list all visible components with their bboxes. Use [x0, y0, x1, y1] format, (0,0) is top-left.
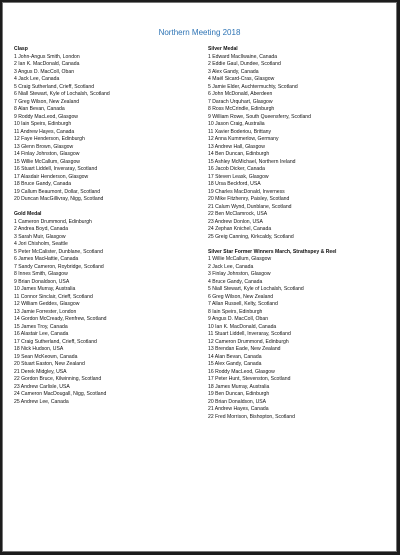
list-item: 24 Zephan Knichel, Canada	[208, 226, 272, 232]
list-item: 5 Peter McCalister, Dunblane, Scotland	[14, 248, 103, 255]
section-clasp	[14, 46, 199, 204]
list-item: 3 Finlay Johnston, Glasgow	[208, 271, 271, 277]
list-item: 13 Glenn Brown, Glasgow	[14, 143, 74, 150]
list-item: 22 Fred Morrison, Bishopton, Scotland	[208, 413, 295, 420]
list-item: 18 Bruce Gandy, Canada	[14, 181, 72, 187]
list-item: 3 Sarah Muir, Glasgow	[14, 233, 66, 240]
list-item: 23 Andrew Carlisle, USA	[14, 383, 70, 390]
list-item: 16 Jacob Dicker, Canada	[208, 166, 265, 172]
list-item: 3 Angus D. MacColl, Oban	[14, 68, 75, 75]
list-item: 2 Andrea Boyd, Canada	[14, 226, 69, 232]
section-silver-star	[208, 249, 388, 422]
list-item: 4 Maël Sicard-Cras, Glasgow	[208, 76, 275, 82]
list-item: 4 Jack Lee, Canada	[14, 76, 60, 82]
section-heading: Silver Medal	[208, 46, 238, 52]
list-item: 2 Eddie Gaul, Dundee, Scotland	[208, 61, 281, 67]
page-title: Northern Meeting 2018	[158, 28, 241, 37]
list-item: 11 Xavier Boderiou, Brittany	[208, 128, 272, 135]
list-item: 13 Brendan Eade, New Zealand	[208, 346, 281, 352]
results-list	[14, 54, 199, 204]
list-item: 2 Ian K. MacDonald, Canada	[14, 61, 80, 67]
list-item: 10 Jason Craig, Australia	[208, 121, 265, 127]
list-item: 7 Sandy Cameron, Roybridge, Scotland	[14, 263, 104, 270]
list-item: 5 Niall Stewart, Kyle of Lochalsh, Scotland	[208, 286, 304, 292]
right-column	[208, 46, 388, 421]
list-item: 4 Bruce Gandy, Canada	[208, 278, 263, 285]
results-list	[208, 54, 388, 242]
list-item: 18 Ursa Beckford, USA	[208, 181, 261, 187]
list-item: 24 Cameron MacDougall, Nigg, Scotland	[14, 391, 107, 397]
list-item: 18 James Murray, Australia	[208, 383, 270, 390]
list-item: 17 Steven Leask, Glasgow	[208, 173, 269, 180]
list-item: 21 Andrew Hayes, Canada	[208, 406, 269, 412]
section-gold-medal	[14, 211, 199, 406]
list-item: 9 William Rowe, South Queensferry, Scotland	[208, 113, 311, 120]
list-item: 19 Ben Duncan, Edinburgh	[208, 391, 270, 397]
list-item: 22 Gordon Bruce, Kilwinning, Scotland	[14, 376, 102, 382]
list-item: 16 Stuart Liddell, Inveraray, Scotland	[14, 166, 98, 172]
list-item: 8 Innes Smith, Glasgow	[14, 271, 68, 277]
list-item: 4 Jori Chisholm, Seattle	[14, 241, 68, 247]
list-item: 1 Willie McCallum, Glasgow	[208, 256, 272, 262]
list-item: 1 Edward MacIlwaine, Canada	[208, 53, 278, 60]
list-item: 9 Roddy MacLeod, Glasgow	[14, 113, 78, 120]
list-item: 12 William Geddes, Glasgow	[14, 301, 80, 307]
list-item: 21 Derek Midgley, USA	[14, 368, 67, 375]
list-item: 15 Ashley McMichael, Northern Ireland	[208, 158, 296, 165]
list-item: 1 Cameron Drummond, Edinburgh	[14, 218, 92, 225]
list-item: 7 Darach Urquhart, Glasgow	[208, 98, 273, 105]
list-item: 11 Andrew Hayes, Canada	[14, 128, 75, 135]
list-item: 16 Alastair Lee, Canada	[14, 331, 69, 337]
list-item: 14 Finlay Johnston, Glasgow	[14, 151, 80, 157]
list-item: 14 Alan Bevan, Canada	[208, 353, 262, 360]
list-item: 6 Greg Wilson, New Zealand	[208, 293, 274, 300]
list-item: 12 Anna Kummerlow, Germany	[208, 136, 279, 142]
section-silver-medal	[208, 46, 388, 241]
list-item: 18 Nick Hudson, USA	[14, 346, 64, 352]
results-list	[208, 256, 388, 421]
list-item: 9 Angus D. MacColl, Oban	[208, 316, 269, 322]
list-item: 1 John-Angus Smith, London	[14, 53, 80, 60]
list-item: 2 Jack Lee, Canada	[208, 263, 254, 270]
section-heading: Silver Star Former Winners March, Strathspey & Reel	[208, 248, 337, 255]
section-heading: Clasp	[14, 46, 28, 52]
left-column	[14, 46, 199, 406]
list-item: 6 John McDonald, Aberdeen	[208, 91, 273, 97]
list-item: 3 Alex Gandy, Canada	[208, 68, 259, 75]
list-item: 6 James MacHattie, Canada	[14, 256, 79, 262]
list-item: 11 Connor Sinclair, Crieff, Scotland	[14, 293, 93, 300]
list-item: 10 Ian K. MacDonald, Canada	[208, 323, 277, 330]
list-item: 11 Stuart Liddell, Inveraray, Scotland	[208, 331, 291, 337]
list-item: 19 Charles MacDonald, Inverness	[208, 188, 285, 195]
list-item: 6 Niall Stewart, Kyle of Lochalsh, Scotland	[14, 91, 110, 97]
list-item: 15 Alex Gandy, Canada	[208, 361, 262, 367]
list-item: 12 Faye Henderson, Edinburgh	[14, 136, 85, 142]
list-item: 8 Ross McCrindle, Edinburgh	[208, 106, 275, 112]
list-item: 12 Cameron Drummond, Edinburgh	[208, 338, 289, 345]
list-item: 25 Andrew Lee, Canada	[14, 398, 69, 405]
list-item: 20 Duncan MacGillivray, Nigg, Scotland	[14, 196, 104, 202]
list-item: 7 Greg Wilson, New Zealand	[14, 98, 80, 105]
list-item: 15 James Troy, Canada	[14, 323, 68, 330]
list-item: 20 Stuart Easton, New Zealand	[14, 361, 85, 367]
list-item: 14 Gordon McCready, Renfrew, Scotland	[14, 316, 107, 322]
results-list	[14, 219, 199, 407]
list-item: 8 Iain Speirs, Edinburgh	[208, 308, 263, 315]
list-item: 14 Ben Duncan, Edinburgh	[208, 151, 270, 157]
document-page	[2, 2, 397, 552]
list-item: 19 Sean McKeown, Canada	[14, 353, 78, 360]
list-item: 10 Iain Speirs, Edinburgh	[14, 121, 72, 127]
list-item: 8 Alan Bevan, Canada	[14, 106, 65, 112]
list-item: 10 James Murray, Australia	[14, 286, 76, 292]
section-heading: Gold Medal	[14, 211, 42, 217]
list-item: 17 Alasdair Henderson, Glasgow	[14, 173, 89, 180]
list-item: 20 Brian Donaldson, USA	[208, 398, 267, 405]
list-item: 13 Jamie Forrester, London	[14, 308, 77, 315]
list-item: 9 Brian Donaldson, USA	[14, 278, 70, 285]
list-item: 5 Jamie Elder, Auchtermuchty, Scotland	[208, 83, 298, 90]
list-item: 20 Mike Fitzhenry, Paisley, Scotland	[208, 196, 290, 202]
list-item: 16 Roddy MacLeod, Glasgow	[208, 368, 275, 375]
list-item: 23 Andrew Donlon, USA	[208, 218, 263, 225]
list-item: 17 Peter Hunt, Stevenston, Scotland	[208, 376, 291, 382]
list-item: 13 Andrew Hall, Glasgow	[208, 143, 265, 150]
list-item: 15 Willie McCallum, Glasgow	[14, 158, 80, 165]
list-item: 7 Allan Russell, Kelty, Scotland	[208, 301, 278, 307]
list-item: 17 Craig Sutherland, Crieff, Scotland	[14, 338, 97, 345]
list-item: 22 Ben McClamrock, USA	[208, 211, 268, 217]
list-item: 21 Calum Wynd, Dunblane, Scotland	[208, 203, 292, 210]
list-item: 19 Callum Beaumont, Dollar, Scotland	[14, 188, 101, 195]
list-item: 25 Greig Canning, Kirkcaldy, Scotland	[208, 233, 294, 240]
list-item: 5 Craig Sutherland, Crieff, Scotland	[14, 83, 95, 90]
